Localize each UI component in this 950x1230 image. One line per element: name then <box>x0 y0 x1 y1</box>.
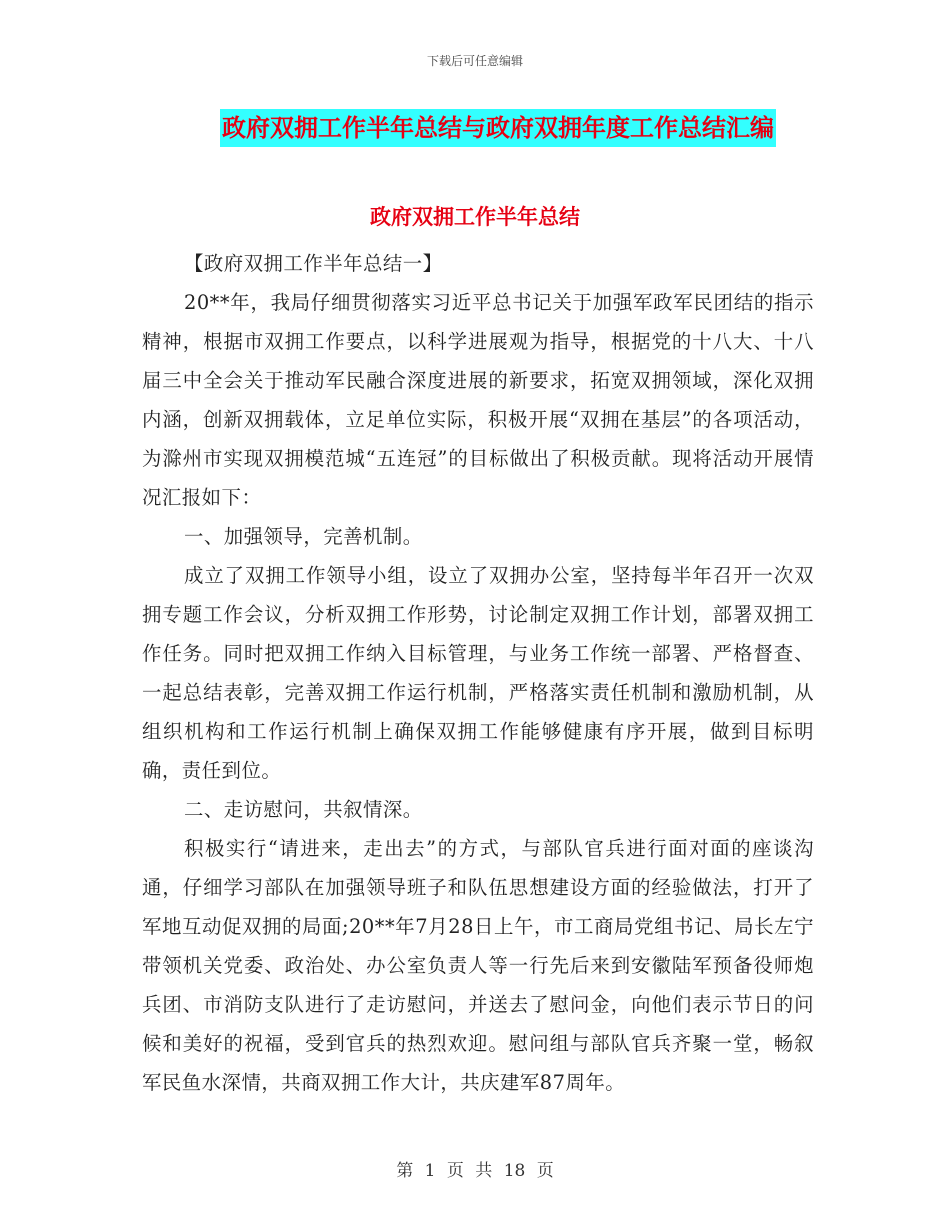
heading-visits: 二、走访慰问，共叙情深。 <box>184 798 423 821</box>
heading-strengthen-leadership: 一、加强领导，完善机制。 <box>184 525 423 548</box>
document-body <box>142 244 814 1102</box>
paragraph-leadership: 成立了双拥工作领导小组，设立了双拥办公室，坚持每半年召开一次双拥专题工作会议，分析双拥工作形势，讨论制定双拥工作计划，部署双拥工作任务。同时把双拥工作纳入目标管理，与业务工作统一部署、严格督查、一起总结表彰，完善双拥工作运行机制，严格落实责任机制和激励机制，从组织机构和工作运行机制上确保双拥工作能够健康有序开展，做到目标明确，责任到位。 <box>142 564 814 782</box>
header-note: 下载后可任意编辑 <box>426 54 523 68</box>
document-title-container <box>0 109 950 147</box>
document-title: 政府双拥工作半年总结与政府双拥年度工作总结汇编 <box>220 109 776 147</box>
paragraph-intro: 20**年，我局仔细贯彻落实习近平总书记关于加强军政军民团结的指示精神，根据市双拥工作要点，以科学进展观为指导，根据党的十八大、十八届三中全会关于推动军民融合深度进展的新要求，拓宽双拥领域，深化双拥内涵，创新双拥载体，立足单位实际，积极开展“双拥在基层”的各项活动，为滁州市实现双拥模范城“五连冠”的目标做出了积极贡献。现将活动开展情况汇报如下： <box>142 291 814 509</box>
page-number-footer: 第 1 页 共 18 页 <box>396 1161 554 1181</box>
subsection-label: 【政府双拥工作半年总结一】 <box>184 252 443 275</box>
paragraph-visits: 积极实行“请进来，走出去”的方式，与部队官兵进行面对面的座谈沟通，仔细学习部队在加强领导班子和队伍思想建设方面的经验做法，打开了军地互动促双拥的局面;20**年7月28日上午，市工商局党组书记、局长左宁带领机关党委、政治处、办公室负责人等一行先后来到安徽陆军预备役师炮兵团、市消防支队进行了走访慰问，并送去了慰问金，向他们表示节日的问候和美好的祝福，受到官兵的热烈欢迎。慰问组与部队官兵齐聚一堂，畅叙军民鱼水深情，共商双拥工作大计，共庆建军87周年。 <box>142 837 814 1094</box>
section-title: 政府双拥工作半年总结 <box>370 205 580 229</box>
